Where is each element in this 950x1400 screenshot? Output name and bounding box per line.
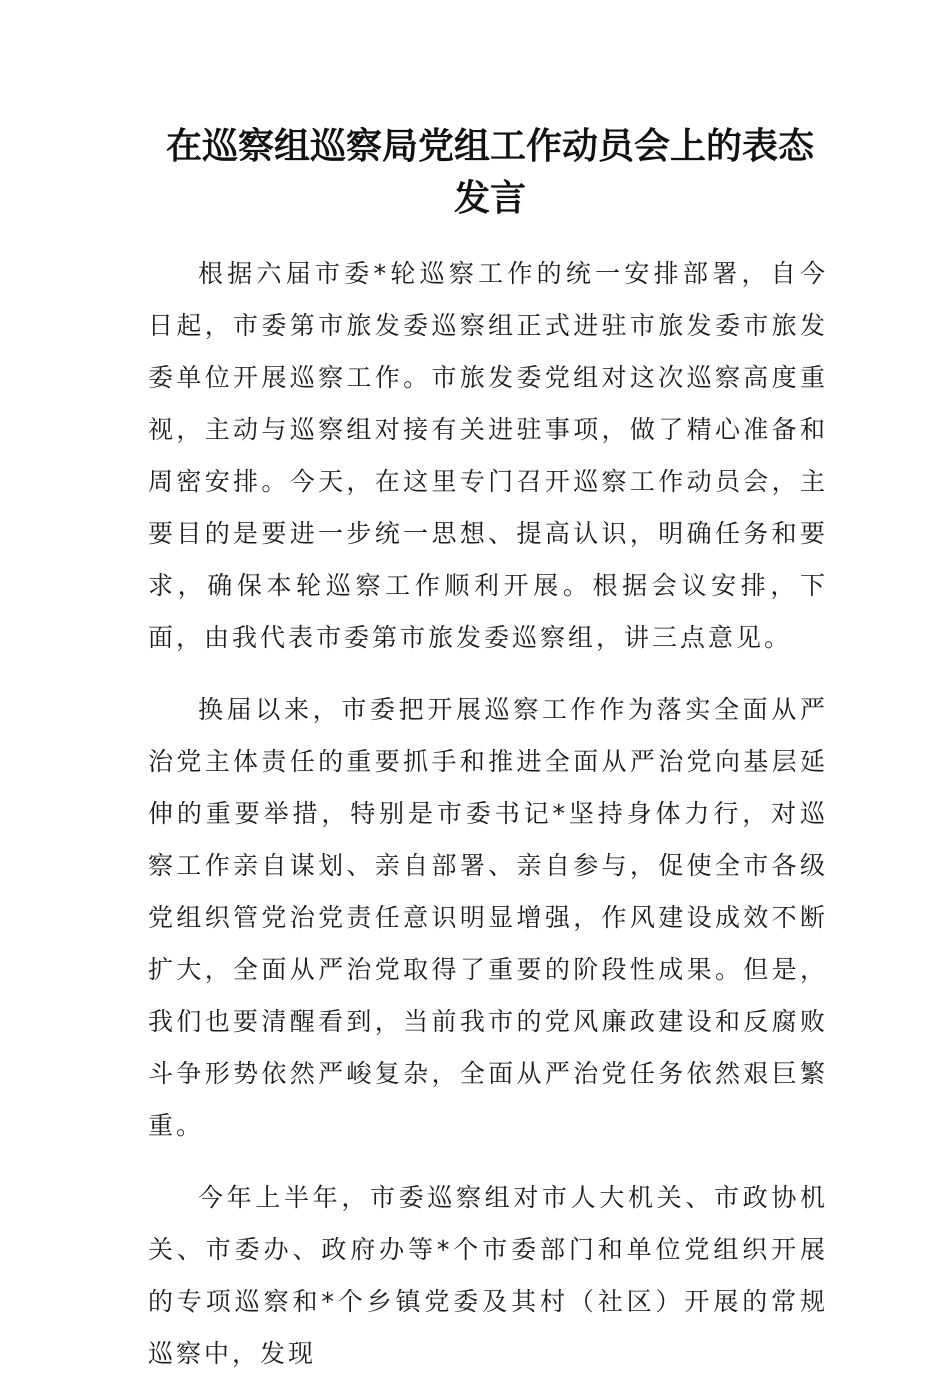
paragraph-1: 根据六届市委*轮巡察工作的统一安排部署，自今日起，市委第市旅发委巡察组正式进驻市旅发委市旅发委单位开展巡察工作。市旅发委党组对这次巡察高度重视，主动与巡察组对接有关进驻事项，做了精心准备和周密安排。今天，在这里专门召开巡察工作动员会，主要目的是要进一步统一思想、提高认识，明确任务和要求，确保本轮巡察工作顺利开展。根据会议安排，下面，由我代表市委第市旅发委巡察组，讲三点意见。 — [148, 259, 828, 652]
document-title: 在巡察组巡察局党组工作动员会上的表态发言 — [165, 125, 814, 219]
document-body — [148, 248, 828, 1400]
paragraph-3: 今年上半年，市委巡察组对市人大机关、市政协机关、市委办、政府办等*个市委部门和单位党组织开展的专项巡察和*个乡镇党委及其村（社区）开展的常规巡察中，发现 — [148, 1183, 828, 1368]
paragraph-2: 换届以来，市委把开展巡察工作作为落实全面从严治党主体责任的重要抓手和推进全面从严治党向基层延伸的重要举措，特别是市委书记*坚持身体力行，对巡察工作亲自谋划、亲自部署、亲自参与，促使全市各级党组织管党治党责任意识明显增强，作风建设成效不断扩大，全面从严治党取得了重要的阶段性成果。但是，我们也要清醒看到，当前我市的党风廉政建设和反腐败斗争形势依然严峻复杂，全面从严治党任务依然艰巨繁重。 — [148, 695, 828, 1140]
